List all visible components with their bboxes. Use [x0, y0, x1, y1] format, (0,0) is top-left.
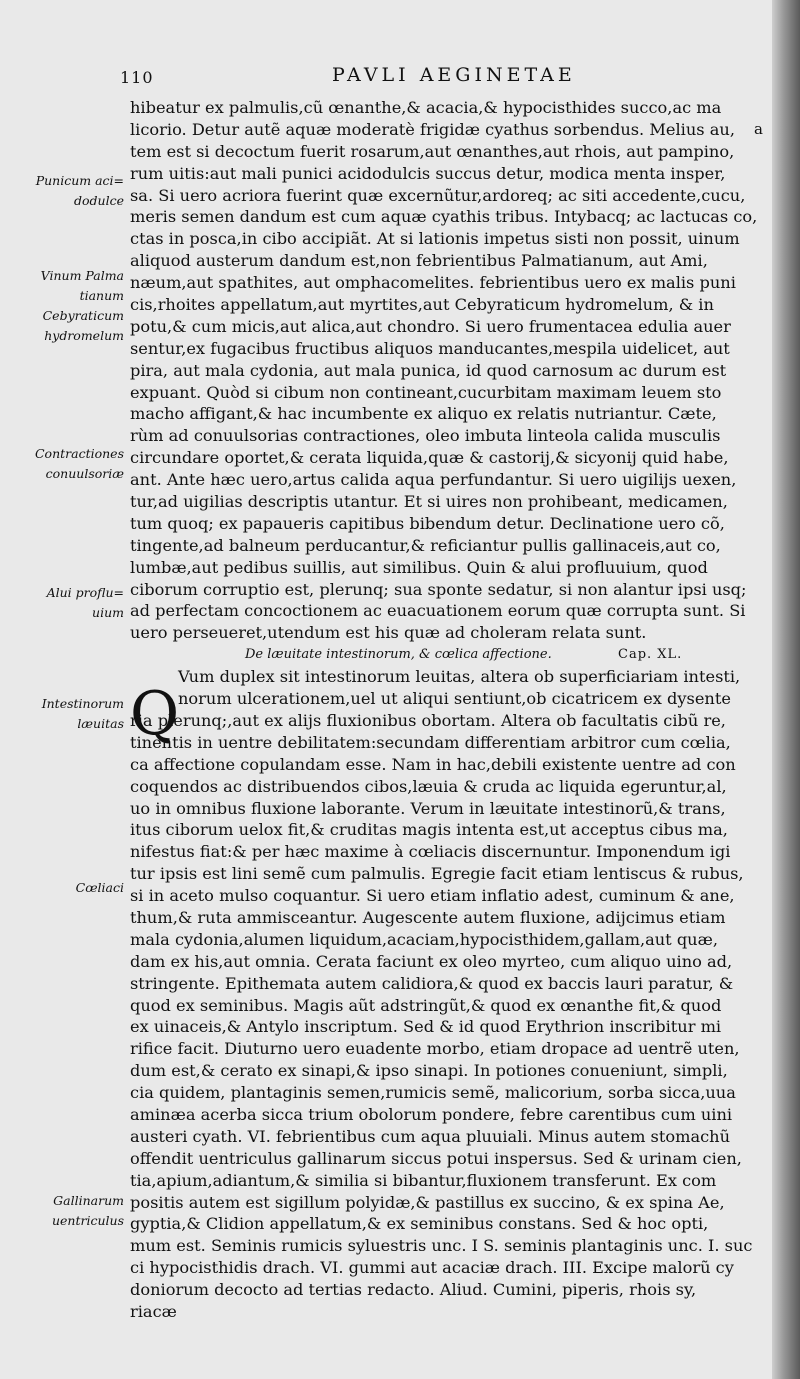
text-line: næum,aut spathites, aut omphacomelites. febrientibus uero ex malis puni	[130, 273, 736, 293]
text-line: rifice facit. Diuturno uero euadente morbo, etiam dropace ad uentrẽ uten,	[130, 1039, 740, 1059]
text-line: si in aceto mulso coquantur. Si uero etiam inflatio adest, cuminum & ane,	[130, 886, 735, 906]
drop-capital: Q	[130, 679, 180, 749]
main-text	[130, 97, 762, 1323]
text-line: coquendos ac distribuendos cibos,læuia & cruda ac liquida egeruntur,al,	[130, 776, 727, 796]
text-line: dam ex his,aut omnia. Cerata faciunt ex oleo myrteo, cum aliquo uino ad,	[130, 951, 733, 971]
text-line: doniorum decocto ad tertias redacto. Aliud. Cumini, piperis, rhois sy,	[130, 1280, 697, 1300]
text-line: ciborum corruptio est, plerunq; sua sponte sedatur, si non alantur ipsi usq;	[130, 579, 747, 599]
chapter-title: De læuitate intestinorum, & cœlica affectione.	[245, 647, 552, 663]
text-line: pira, aut mala cydonia, aut mala punica, id quod carnosum ac durum est	[130, 360, 727, 380]
text-line: dum est,& cerato ex sinapi,& ipso sinapi. In potiones conueniunt, simpli,	[130, 1061, 728, 1081]
text-line: circundare oportet,& cerata liquida,quæ & castorij,& sicyonij quid habe,	[130, 448, 729, 468]
marginal-note-intestinorum: Intestinorum læuitas	[41, 696, 124, 731]
text-line: macho affigant,& hac incumbente ex aliquo ex relatis nutriantur. Cæte,	[130, 404, 717, 424]
text-line: quod ex seminibus. Magis aũt adstringũt,& quod ex œnanthe fit,& quod	[130, 995, 722, 1015]
text-line: tur,ad uigilias descriptis utantur. Et si uires non prohibeant, medicamen,	[130, 492, 728, 512]
text-line: tem est si decoctum fuerit rosarum,aut œnanthes,aut rhois, aut pampino,	[130, 141, 735, 161]
text-line: gyptia,& Clidion appellatum,& ex seminibus constans. Sed & hoc opti,	[130, 1214, 709, 1234]
text-line: mum est. Seminis rumicis syluestris unc. I S. seminis plantaginis unc. I. suc	[130, 1236, 753, 1256]
text-line: hibeatur ex palmulis,cũ œnanthe,& acacia,& hypocisthides succo,ac ma	[130, 98, 722, 117]
text-line: positis autem est sigillum polyidæ,& pastillus ex succino, & ex spina Ae,	[130, 1192, 725, 1212]
text-line: ctas in posca,in cibo accipiãt. At si lationis impetus sisti non possit, uinum	[130, 229, 740, 249]
text-line: cis,rhoites appellatum,aut myrtites,aut Cebyraticum hydromelum, & in	[130, 295, 714, 315]
marginal-note-coeliaci: Cœliaci	[75, 880, 124, 895]
text-line: uero perseueret,utendum est his quæ ad choleram relata sunt.	[130, 623, 647, 643]
text-line: aminæa acerba sicca trium obolorum pondere, febre carentibus cum uini	[130, 1104, 733, 1124]
marginal-note-vinum: Vinum Palma tianum Cebyraticum hydromelum	[40, 268, 124, 343]
text-line: tum quoq; ex papaueris capitibus bibendum detur. Declinatione uero cõ,	[130, 513, 725, 533]
page-gutter	[772, 0, 800, 1379]
text-line: offendit uentriculus gallinarum siccus potui inspersus. Sed & urinam cien,	[130, 1148, 742, 1168]
text-line: ci hypocisthidis drach. VI. gummi aut acaciæ drach. III. Excipe malorũ cy	[130, 1258, 734, 1278]
text-line: riacæ	[130, 1301, 177, 1321]
marginal-note-contractiones: Contractiones conuulsoriæ	[34, 446, 124, 481]
marginal-note-alui: Alui proflu= uium	[46, 585, 124, 620]
marginal-note-punicum: Punicum aci= dodulce	[35, 173, 124, 208]
chapter-number: Cap. XL.	[618, 647, 683, 663]
text-after-chapter	[130, 666, 762, 1323]
text-line: stringente. Epithemata autem calidiora,& quod ex baccis lauri paratur, &	[130, 973, 734, 993]
text-before-chapter	[130, 97, 762, 644]
text-line: itus ciborum uelox fit,& cruditas magis intenta est,ut acceptus cibus ma,	[130, 820, 728, 840]
text-line: ex uinaceis,& Antylo inscriptum. Sed & id quod Erythrion inscribitur mi	[130, 1017, 722, 1037]
text-line: norum ulcerationem,uel ut aliqui sentiunt,ob cicatricem ex dysente	[178, 689, 731, 709]
text-line: sa. Si uero acriora fuerint quæ excernũtur,ardoreq; ac siti accedente,cucu,	[130, 185, 746, 205]
text-line: austeri cyath. VI. febrientibus cum aqua pluuiali. Minus autem stomachũ	[130, 1126, 731, 1146]
text-line: Vum duplex sit intestinorum leuitas, altera ob superficiariam intesti,	[178, 667, 741, 687]
text-line: cia quidem, plantaginis semen,rumicis semẽ, malicorium, sorba sicca,uua	[130, 1083, 736, 1103]
text-line: tia,apium,adiantum,& similia si bibantur,fluxionem transferunt. Ex com	[130, 1170, 717, 1190]
text-line: rum uitis:aut mali punici acidodulcis succus detur, modica menta insper,	[130, 163, 726, 183]
text-line: rùm ad conuulsorias contractiones, oleo imbuta linteola calida musculis	[130, 426, 721, 446]
text-line: lumbæ,aut pedibus suillis, aut similibus. Quin & alui profluuium, quod	[130, 557, 708, 577]
text-line: uo in omnibus fluxione laborante. Verum in læuitate intestinorũ,& trans,	[130, 798, 726, 818]
text-line: ant. Ante hæc uero,artus calida aqua perfundantur. Si uero uigilijs uexen,	[130, 470, 737, 490]
text-line: tinentis in uentre debilitatem:secundam differentiam arbitror cum cœlia,	[130, 732, 731, 752]
marginal-note-gallinarum: Gallinarum uentriculus	[51, 1193, 124, 1228]
page-number: 110	[120, 68, 154, 87]
text-line: sentur,ex fugacibus fructibus aliquos manducantes,mespila uidelicet, aut	[130, 338, 730, 358]
text-line: ca affectione copulandam esse. Nam in hac,debili existente uentre ad con	[130, 754, 736, 774]
text-line: thum,& ruta ammisceantur. Augescente autem fluxione, adijcimus etiam	[130, 907, 726, 927]
text-line: nifestus fiat:& per hæc maxime à cœliacis discernuntur. Imponendum igi	[130, 842, 731, 862]
text-line: tingente,ad balneum perducantur,& reficiantur pullis gallinaceis,aut co,	[130, 535, 721, 555]
side-mark: a	[754, 120, 763, 138]
text-line: meris semen dandum est cum aquæ cyathis tribus. Intybacq; ac lactucas co,	[130, 207, 758, 227]
text-line: ad perfectam concoctionem ac euacuationem eorum quæ corrupta sunt. Si	[130, 601, 746, 621]
chapter-heading	[130, 644, 762, 666]
running-head: PAVLI AEGINETAE	[332, 64, 576, 86]
text-line: mala cydonia,alumen liquidum,acaciam,hypocisthidem,gallam,aut quæ,	[130, 929, 718, 949]
text-line: expuant. Quòd si cibum non contineant,cucurbitam maximam leuem sto	[130, 382, 722, 402]
page-header	[0, 64, 772, 92]
text-line: potu,& cum micis,aut alica,aut chondro. Si uero frumentacea edulia auer	[130, 316, 731, 336]
text-line: aliquod austerum dandum est,non febrientibus Palmatianum, aut Ami,	[130, 251, 708, 271]
text-line: ria plerunq;,aut ex alijs fluxionibus obortam. Altera ob facultatis cibũ re,	[130, 710, 726, 730]
text-line: tur ipsis est lini semẽ cum palmulis. Egregie facit etiam lentiscus & rubus,	[130, 864, 744, 884]
text-line: licorio. Detur autẽ aquæ moderatè frigidæ cyathus sorbendus. Melius au,	[130, 119, 735, 139]
